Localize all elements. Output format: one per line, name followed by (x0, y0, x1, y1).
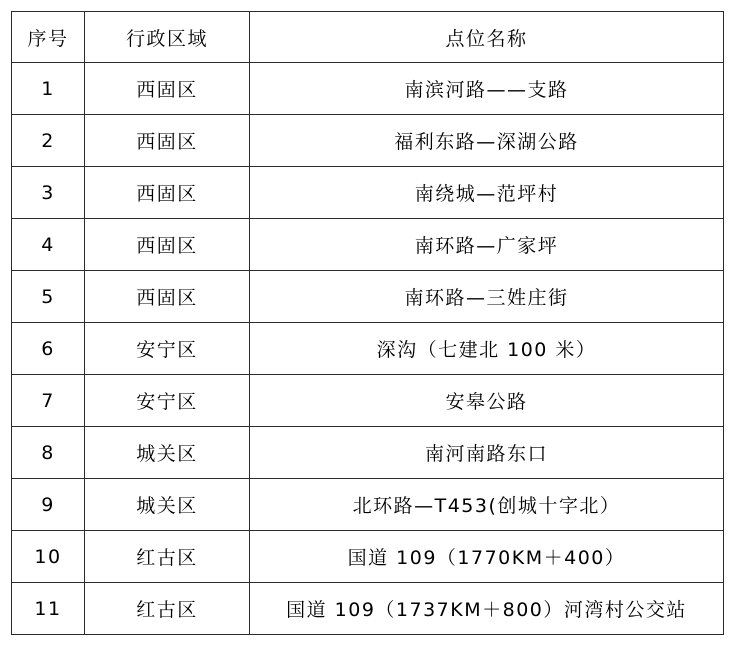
table-row (12, 323, 724, 375)
cell-index: 9 (12, 479, 85, 531)
column-header-region: 行政区域 (85, 12, 250, 63)
cell-index: 5 (12, 271, 85, 323)
table-row (12, 427, 724, 479)
cell-point-name: 南绕城—范坪村 (250, 167, 724, 219)
cell-region: 西固区 (85, 167, 250, 219)
cell-point-name: 北环路—T453(创城十字北） (250, 479, 724, 531)
cell-index: 8 (12, 427, 85, 479)
cell-point-name: 南河南路东口 (250, 427, 724, 479)
cell-region: 安宁区 (85, 323, 250, 375)
cell-point-name: 南环路—三姓庄街 (250, 271, 724, 323)
cell-region: 西固区 (85, 115, 250, 167)
table-row (12, 115, 724, 167)
table-header-row (12, 12, 724, 63)
table-body (12, 12, 724, 635)
cell-region: 红古区 (85, 531, 250, 583)
cell-index: 4 (12, 219, 85, 271)
table-row (12, 531, 724, 583)
table-row (12, 375, 724, 427)
cell-region: 西固区 (85, 271, 250, 323)
table-row (12, 63, 724, 115)
cell-point-name: 南环路—广家坪 (250, 219, 724, 271)
table-row (12, 583, 724, 635)
table-row (12, 271, 724, 323)
column-header-name: 点位名称 (250, 12, 724, 63)
cell-index: 10 (12, 531, 85, 583)
cell-point-name: 国道 109（1737KM＋800）河湾村公交站 (250, 583, 724, 635)
cell-point-name: 南滨河路——支路 (250, 63, 724, 115)
cell-region: 西固区 (85, 219, 250, 271)
cell-region: 西固区 (85, 63, 250, 115)
cell-index: 7 (12, 375, 85, 427)
table-row (12, 167, 724, 219)
cell-region: 城关区 (85, 479, 250, 531)
cell-index: 11 (12, 583, 85, 635)
cell-index: 3 (12, 167, 85, 219)
cell-point-name: 国道 109（1770KM＋400） (250, 531, 724, 583)
cell-point-name: 福利东路—深湖公路 (250, 115, 724, 167)
cell-region: 安宁区 (85, 375, 250, 427)
cell-index: 2 (12, 115, 85, 167)
column-header-index: 序号 (12, 12, 85, 63)
table-row (12, 479, 724, 531)
cell-index: 1 (12, 63, 85, 115)
cell-region: 城关区 (85, 427, 250, 479)
cell-point-name: 安皋公路 (250, 375, 724, 427)
cell-index: 6 (12, 323, 85, 375)
table-row (12, 219, 724, 271)
monitoring-points-table (11, 11, 724, 635)
cell-region: 红古区 (85, 583, 250, 635)
cell-point-name: 深沟（七建北 100 米） (250, 323, 724, 375)
